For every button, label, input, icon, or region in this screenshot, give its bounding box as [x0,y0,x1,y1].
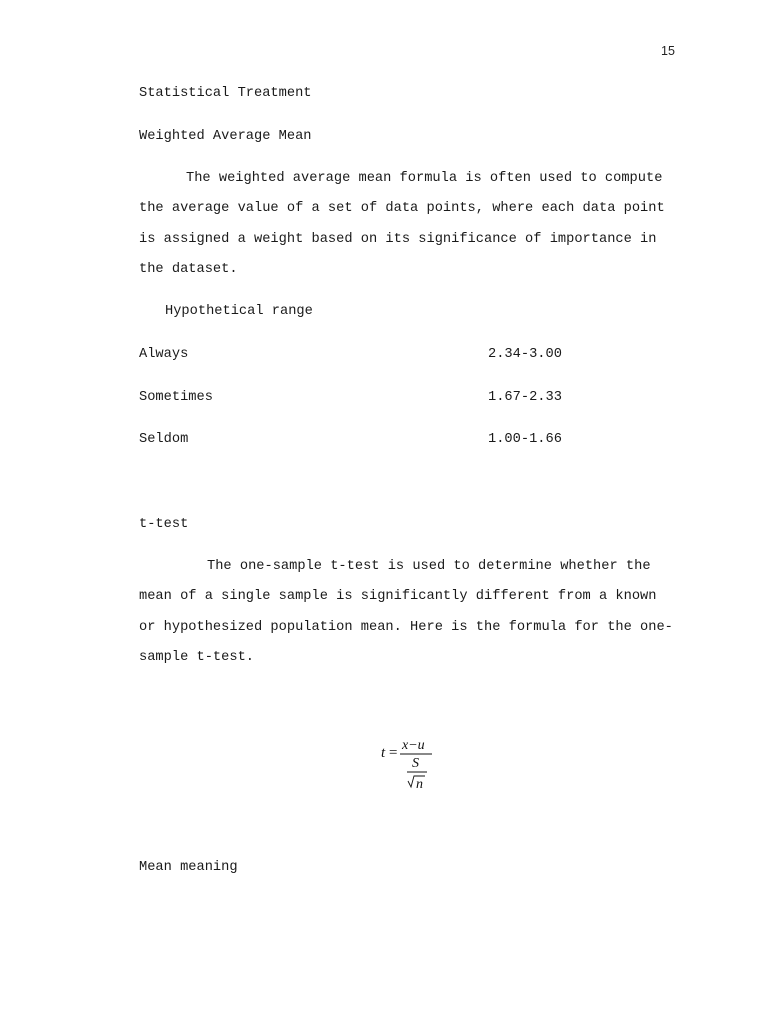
heading-statistical-treatment: Statistical Treatment [139,86,312,101]
hypothetical-range-label: Hypothetical range [165,304,313,319]
t-test-formula [380,737,440,793]
t-test-paragraph: The one-sample t-test is used to determine whether the mean of a single sample is significantly different from a known or hypothesized population mean. Here is the formula for the one-sample t-test. [139,559,673,666]
formula-equals: = [388,745,399,761]
formula-lhs: t [381,745,386,761]
weighted-mean-paragraph: The weighted average mean formula is often used to compute the average value of a set of data points, where each data point is assigned a weight based on its significance of importance in the dataset. [139,171,665,278]
heading-mean-meaning: Mean meaning [139,860,238,875]
heading-weighted-average-mean: Weighted Average Mean [139,129,312,144]
range-value-sometimes: 1.67-2.33 [488,390,562,405]
formula-numerator: x−u [402,738,425,753]
page-number: 15 [661,44,675,58]
formula-svg [380,737,440,793]
range-value-always: 2.34-3.00 [488,347,562,362]
range-label-always: Always [139,347,189,362]
range-label-seldom: Seldom [139,432,189,447]
range-label-sometimes: Sometimes [139,390,213,405]
range-value-seldom: 1.00-1.66 [488,432,562,447]
heading-t-test: t-test [139,517,189,532]
formula-denominator-bottom: n [416,777,423,792]
formula-denominator-top: S [412,756,419,771]
